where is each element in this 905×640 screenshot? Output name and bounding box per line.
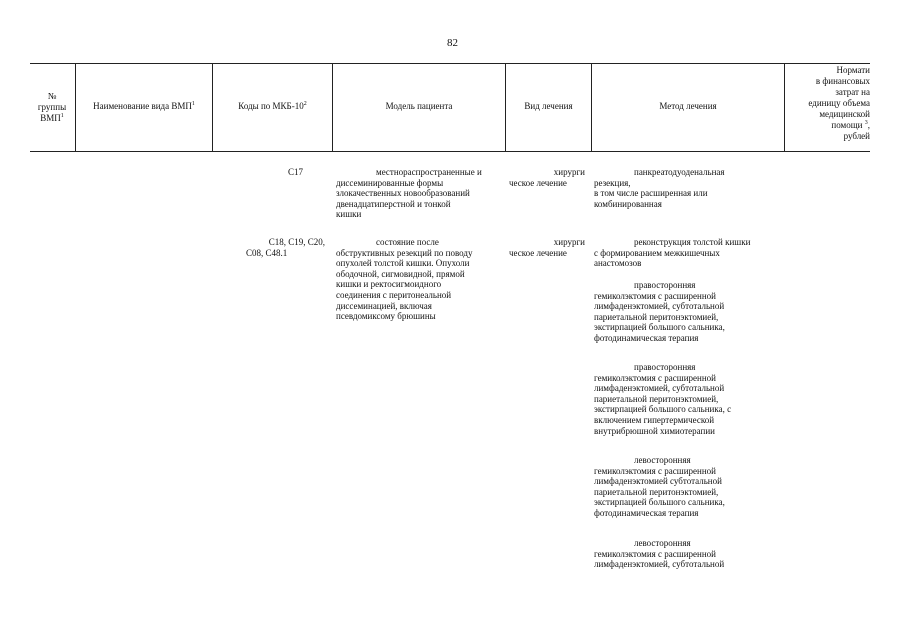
patient-model: состояние после обструктивных резекций по поводу опухолей толстой кишки. Опухоли ободочной, сигмовидной, прямой кишки и ректосигмоидного соединения с перитонеальной диссеминацией, включая псевдомиксому брюшины (336, 237, 473, 322)
treatment-method: правосторонняя гемиколэктомия с расширенной лимфаденэктомией, субтотальной париетальной перитонэктомией, экстирпацией большого сальника, фотодинамическая терапия (594, 280, 725, 343)
page-number: 82 (447, 37, 458, 49)
header-group-number: № группы ВМП$^1$ (37, 91, 67, 123)
icd-code: C18, C19, C20, C08, C48.1 (246, 237, 325, 258)
header-treatment-type: Вид лечения (524, 101, 573, 111)
header-vmp-name: Наименование вида ВМП$^1$ (93, 101, 195, 111)
treatment-type: хирурги ческое лечение (509, 237, 585, 258)
header-financial-norms: Нормати в финансовых затрат на единицу объема медицинской помощи $^3$, рублей (808, 65, 870, 141)
treatment-type: хирурги ческое лечение (509, 167, 585, 188)
treatment-method: реконструкция толстой кишки с формированием межкишечных анастомозов (594, 237, 751, 269)
header-icd-codes: Коды по МКБ-$10^2$ (238, 101, 307, 111)
header-patient-model: Модель пациента (385, 101, 453, 111)
table-header-bottom-border (30, 151, 870, 152)
treatment-method: левосторонняя гемиколэктомия с расширенной лимфаденэктомией, субтотальной (594, 538, 725, 570)
header-treatment-method: Метод лечения (659, 101, 717, 111)
treatment-method: левосторонняя гемиколэктомия с расширенной лимфаденэктомией субтотальной париетальной перитонэктомией, экстирпацией большого сальника, фотодинамическая терапия (594, 455, 725, 518)
table-header-top-border (30, 63, 870, 64)
treatment-method: правосторонняя гемиколэктомия с расширенной лимфаденэктомией, субтотальной париетальной перитонэктомией, экстирпацией большого сальника, с включением гипертермической внутрибрюшной химиотерапии (594, 362, 732, 436)
treatment-method: панкреатодуоденальная резекция, в том числе расширенная или комбинированная (594, 167, 725, 209)
patient-model: местнораспространенные и диссеминированные формы злокачественных новообразований двенадцатиперстной и тонкой кишки (336, 167, 482, 220)
icd-code: C17 (287, 167, 303, 177)
